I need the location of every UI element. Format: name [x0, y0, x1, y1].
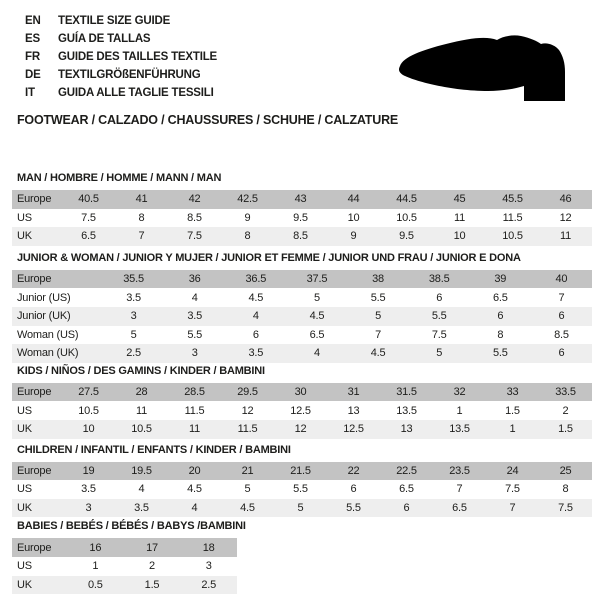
size-cell: 8: [497, 328, 504, 341]
size-cell: 5.5: [346, 502, 361, 515]
size-cell: 7.5: [187, 230, 202, 243]
size-cell: 7.5: [505, 483, 520, 496]
size-cell: 7.5: [558, 502, 573, 515]
size-cell: 11.5: [184, 404, 205, 417]
size-cell: 4: [138, 483, 145, 496]
size-cell: 36: [188, 273, 201, 286]
size-table: [12, 538, 237, 594]
size-cell: 6: [558, 310, 565, 323]
row-label: US: [17, 560, 32, 573]
size-cell: 12: [559, 211, 572, 224]
size-cell: 8.5: [187, 211, 202, 224]
size-cell: 5: [436, 347, 443, 360]
size-section-2: [12, 252, 592, 363]
language-item-de: [25, 66, 217, 84]
size-table: [12, 270, 592, 363]
size-cell: 4: [191, 291, 198, 304]
row-label: Junior (UK): [17, 310, 71, 323]
language-code: FR: [25, 51, 40, 63]
size-cell: 6: [436, 291, 443, 304]
size-cell: 7: [509, 502, 516, 515]
size-cell: 7.5: [431, 328, 447, 341]
size-cell: 9: [350, 230, 357, 243]
language-label: GUIDE DES TAILLES TEXTILE: [58, 51, 217, 63]
size-cell: 3: [130, 310, 137, 323]
size-cell: 3.5: [248, 347, 264, 360]
size-section-1: [12, 172, 592, 246]
size-cell: 3.5: [81, 483, 96, 496]
table-row: [12, 420, 592, 439]
size-cell: 28.5: [184, 386, 205, 399]
size-cell: 3.5: [187, 310, 203, 323]
table-header-row: [12, 538, 237, 557]
size-cell: 33.5: [555, 386, 576, 399]
size-cell: 31.5: [396, 386, 417, 399]
row-label: Woman (US): [17, 328, 79, 341]
size-cell: 13.5: [396, 404, 417, 417]
language-label: GUIDA ALLE TAGLIE TESSILI: [58, 87, 214, 99]
language-item-es: [25, 30, 217, 48]
size-cell: 5.5: [370, 291, 386, 304]
size-cell: 0.5: [87, 578, 103, 591]
language-label: GUÍA DE TALLAS: [58, 33, 151, 45]
size-cell: 1.5: [558, 423, 573, 436]
size-cell: 30: [294, 386, 307, 399]
size-cell: 10: [82, 423, 95, 436]
size-cell: 22.5: [396, 464, 417, 477]
size-cell: 13: [400, 423, 413, 436]
size-table: [12, 383, 592, 439]
table-header-row: [12, 383, 592, 402]
size-cell: 35.5: [123, 273, 144, 286]
size-cell: 3: [205, 560, 212, 573]
size-cell: 11: [188, 423, 201, 436]
language-code: EN: [25, 15, 41, 27]
size-cell: 10.5: [502, 230, 523, 243]
size-cell: 11.5: [502, 211, 523, 224]
size-cell: 8: [138, 211, 145, 224]
size-cell: 45.5: [502, 193, 523, 206]
table-header-row: [12, 190, 592, 209]
size-cell: 37.5: [306, 273, 328, 286]
size-cell: 38: [372, 273, 384, 286]
size-cell: 23.5: [449, 464, 470, 477]
size-cell: 12: [241, 404, 254, 417]
size-cell: 7: [456, 483, 463, 496]
row-label: US: [17, 404, 32, 417]
size-cell: 25: [559, 464, 572, 477]
size-cell: 5: [313, 291, 320, 304]
size-cell: 1.5: [144, 578, 160, 591]
size-cell: 9.5: [293, 211, 308, 224]
row-label: Europe: [17, 386, 52, 399]
table-title: CHILDREN / INFANTIL / ENFANTS / KINDER / BAMBINI: [17, 443, 291, 456]
size-cell: 6: [558, 347, 565, 360]
row-label: Europe: [17, 193, 52, 206]
size-cell: 46: [559, 193, 572, 206]
table-header-row: [12, 462, 592, 481]
table-row: [12, 227, 592, 246]
row-label: US: [17, 483, 32, 496]
size-cell: 4.5: [248, 291, 264, 304]
size-cell: 29.5: [237, 386, 258, 399]
size-cell: 21.5: [290, 464, 311, 477]
size-cell: 6.5: [452, 502, 467, 515]
size-cell: 4.5: [187, 483, 202, 496]
size-cell: 2.5: [126, 347, 141, 360]
row-label: UK: [17, 578, 32, 591]
dress-shoe-silhouette: [396, 35, 566, 105]
size-cell: 9.5: [399, 230, 414, 243]
size-cell: 5.5: [431, 310, 447, 323]
table-row: [12, 307, 592, 326]
size-cell: 42.5: [237, 193, 258, 206]
language-code: ES: [25, 33, 40, 45]
size-cell: 16: [89, 541, 102, 554]
size-cell: 1: [456, 404, 463, 417]
table-row: [12, 401, 592, 420]
size-cell: 28: [135, 386, 148, 399]
size-cell: 5.5: [187, 328, 203, 341]
row-label: Europe: [17, 541, 52, 554]
size-cell: 13.5: [449, 423, 470, 436]
size-cell: 7.5: [81, 211, 96, 224]
size-cell: 27.5: [78, 386, 99, 399]
size-cell: 18: [202, 541, 215, 554]
table-row: [12, 344, 592, 363]
language-item-en: [25, 12, 217, 30]
size-cell: 41: [135, 193, 148, 206]
size-cell: 10.5: [78, 404, 99, 417]
size-cell: 2: [562, 404, 569, 417]
table-row: [12, 326, 592, 345]
size-cell: 7: [558, 291, 565, 304]
table-row: [12, 576, 237, 595]
table-row: [12, 288, 592, 307]
language-code: IT: [25, 87, 35, 99]
size-cell: 44: [347, 193, 360, 206]
table-title: MAN / HOMBRE / HOMME / MANN / MAN: [17, 172, 222, 184]
size-cell: 8: [244, 230, 251, 243]
row-label: UK: [17, 502, 32, 515]
table-title: BABIES / BEBÉS / BÉBÉS / BABYS /BAMBINI: [17, 520, 246, 533]
size-cell: 4.5: [240, 502, 255, 515]
size-table: [12, 462, 592, 518]
size-section-3: [12, 365, 592, 439]
category-title: FOOTWEAR / CALZADO / CHAUSSURES / SCHUHE / CALZATURE: [17, 113, 399, 127]
size-cell: 31: [347, 386, 360, 399]
table-row: [12, 557, 237, 576]
language-code: DE: [25, 69, 41, 81]
size-cell: 1.5: [505, 404, 520, 417]
table-title: JUNIOR & WOMAN / JUNIOR Y MUJER / JUNIOR ET FEMME / JUNIOR UND FRAU / JUNIOR E DONA: [17, 251, 521, 264]
size-cell: 7: [138, 230, 145, 243]
size-section-5: [12, 520, 592, 594]
size-cell: 6: [350, 483, 357, 496]
size-cell: 2: [149, 560, 155, 573]
size-cell: 22: [347, 464, 360, 477]
language-item-it: [25, 84, 217, 102]
size-cell: 44.5: [396, 193, 417, 206]
table-header-row: [12, 270, 592, 289]
size-cell: 6.5: [81, 230, 96, 243]
size-cell: 5: [297, 502, 304, 515]
size-cell: 11: [453, 211, 466, 224]
row-label: US: [17, 211, 32, 224]
row-label: UK: [17, 230, 32, 243]
row-label: Junior (US): [17, 291, 71, 304]
size-cell: 12.5: [343, 423, 364, 436]
size-cell: 12.5: [290, 404, 311, 417]
size-tables: [12, 165, 592, 594]
size-cell: 40.5: [78, 193, 99, 206]
language-label: TEXTILE SIZE GUIDE: [58, 15, 171, 27]
size-cell: 3.5: [126, 291, 141, 304]
size-cell: 8.5: [554, 328, 569, 341]
size-cell: 6: [403, 502, 410, 515]
size-cell: 36.5: [245, 273, 267, 286]
size-cell: 20: [188, 464, 201, 477]
size-cell: 5: [244, 483, 251, 496]
size-cell: 10: [347, 211, 360, 224]
size-cell: 6.5: [399, 483, 414, 496]
size-cell: 11: [135, 404, 148, 417]
size-cell: 5: [375, 310, 382, 323]
size-cell: 38.5: [428, 273, 450, 286]
row-label: Woman (UK): [17, 347, 79, 360]
dress-shoe-icon: [396, 35, 566, 105]
size-cell: 19: [82, 464, 95, 477]
size-cell: 42: [188, 193, 201, 206]
size-cell: 5.5: [492, 347, 508, 360]
language-label: TEXTILGRÖßENFÜHRUNG: [58, 69, 201, 81]
size-cell: 6: [252, 328, 259, 341]
size-cell: 4: [191, 502, 198, 515]
language-item-fr: [25, 48, 217, 66]
table-row: [12, 499, 592, 518]
size-cell: 6.5: [309, 328, 325, 341]
size-cell: 12: [294, 423, 307, 436]
size-cell: 10.5: [131, 423, 152, 436]
table-row: [12, 209, 592, 228]
size-cell: 39: [494, 273, 507, 286]
row-label: Europe: [17, 273, 52, 286]
size-cell: 24: [506, 464, 519, 477]
size-table: [12, 190, 592, 246]
size-cell: 10.5: [396, 211, 417, 224]
size-cell: 3.5: [134, 502, 149, 515]
size-cell: 5.5: [293, 483, 308, 496]
size-cell: 4.5: [309, 310, 325, 323]
size-cell: 32: [453, 386, 466, 399]
size-cell: 17: [146, 541, 158, 554]
size-cell: 4: [252, 310, 259, 323]
language-list: [25, 12, 217, 102]
size-cell: 5: [130, 328, 137, 341]
size-cell: 4.5: [370, 347, 386, 360]
size-cell: 6: [497, 310, 504, 323]
size-cell: 10: [453, 230, 466, 243]
size-cell: 33: [506, 386, 519, 399]
size-cell: 2.5: [201, 578, 217, 591]
table-row: [12, 480, 592, 499]
size-cell: 7: [375, 328, 382, 341]
size-section-4: [12, 444, 592, 518]
size-cell: 19.5: [131, 464, 152, 477]
size-cell: 8: [562, 483, 569, 496]
size-cell: 4: [313, 347, 320, 360]
table-title: KIDS / NIÑOS / DES GAMINS / KINDER / BAMBINI: [17, 364, 265, 377]
size-cell: 8.5: [293, 230, 308, 243]
size-cell: 9: [244, 211, 251, 224]
size-cell: 3: [85, 502, 92, 515]
size-cell: 1: [509, 423, 516, 436]
size-cell: 21: [241, 464, 254, 477]
size-cell: 43: [294, 193, 307, 206]
size-cell: 1: [92, 560, 99, 573]
size-cell: 3: [191, 347, 198, 360]
row-label: Europe: [17, 464, 52, 477]
size-cell: 11: [559, 230, 572, 243]
size-cell: 40: [555, 273, 568, 286]
size-cell: 13: [347, 404, 360, 417]
size-cell: 6.5: [492, 291, 508, 304]
row-label: UK: [17, 423, 32, 436]
size-cell: 45: [453, 193, 466, 206]
size-cell: 11.5: [237, 423, 258, 436]
